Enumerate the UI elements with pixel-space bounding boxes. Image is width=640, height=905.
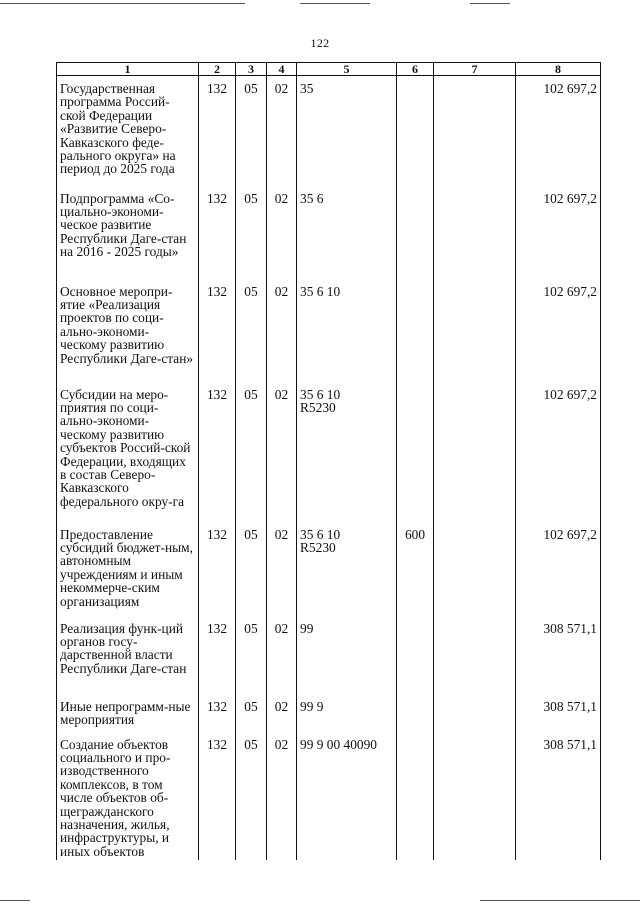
row-code: 35 6 10 <box>300 386 341 402</box>
row-name: Подпрограмма «Со-циально-экономи-ческое развитие Республики Даге-стан на 2016 - 2025 годы» <box>57 186 199 279</box>
scan-mark-bottom-left <box>0 900 30 901</box>
row-col7 <box>434 732 516 861</box>
row-code: 99 9 00 40090 <box>300 736 377 752</box>
row-col7 <box>434 616 516 694</box>
row-col5 <box>297 732 397 861</box>
row-name: Государственная программа Россий-ской Федерации «Развитие Северо-Кавказского феде-рального округа» на период до 2025 года <box>57 76 199 186</box>
row-col3: 05 <box>236 186 267 279</box>
row-name: Создание объектов социального и про-изводственного комплексов, в том числе объектов об-щегражданского назначения, жилья, инфраструктуры, и иных объектов <box>57 732 199 861</box>
row-col5 <box>297 694 397 732</box>
row-col3: 05 <box>236 616 267 694</box>
table-row <box>57 616 601 694</box>
row-name: Основное меропри-ятие «Реализация проектов по соци-ально-экономи-ческому развитию Республики Даге-стан» <box>57 279 199 382</box>
column-header-2: 2 <box>199 63 236 76</box>
row-col4: 02 <box>267 732 297 861</box>
row-col2: 132 <box>199 616 236 694</box>
row-name: Реализация функ-ций органов госу-дарственной власти Республики Даге-стан <box>57 616 199 694</box>
row-col6 <box>397 616 434 694</box>
row-amount: 308 571,1 <box>516 694 601 732</box>
row-col2: 132 <box>199 732 236 861</box>
budget-table <box>56 62 601 860</box>
row-col6 <box>397 186 434 279</box>
row-col5 <box>297 616 397 694</box>
row-col7 <box>434 382 516 522</box>
row-col5 <box>297 522 397 616</box>
table-row <box>57 186 601 279</box>
row-col3: 05 <box>236 522 267 616</box>
row-col4: 02 <box>267 522 297 616</box>
row-col7 <box>434 279 516 382</box>
column-header-3: 3 <box>236 63 267 76</box>
scan-mark-bottom-right <box>480 900 640 901</box>
row-amount: 308 571,1 <box>516 732 601 861</box>
row-col4: 02 <box>267 694 297 732</box>
row-col6 <box>397 694 434 732</box>
row-col3: 05 <box>236 382 267 522</box>
row-code: 35 6 <box>300 190 324 206</box>
row-col6 <box>397 732 434 861</box>
row-col5 <box>297 76 397 186</box>
row-col5 <box>297 186 397 279</box>
row-col6 <box>397 382 434 522</box>
row-amount: 102 697,2 <box>516 279 601 382</box>
row-col2: 132 <box>199 694 236 732</box>
row-amount: 102 697,2 <box>516 186 601 279</box>
row-col3: 05 <box>236 279 267 382</box>
row-col4: 02 <box>267 279 297 382</box>
row-name: Предоставление субсидий бюджет-ным, автономным учреждениям и иным некоммерче-ским организациям <box>57 522 199 616</box>
column-header-7: 7 <box>434 63 516 76</box>
table-row <box>57 694 601 732</box>
row-col4: 02 <box>267 616 297 694</box>
row-col4: 02 <box>267 186 297 279</box>
row-col3: 05 <box>236 732 267 861</box>
row-amount: 308 571,1 <box>516 616 601 694</box>
column-header-4: 4 <box>267 63 297 76</box>
row-amount: 102 697,2 <box>516 522 601 616</box>
table-row <box>57 279 601 382</box>
row-name: Иные непрограмм-ные мероприятия <box>57 694 199 732</box>
table-row <box>57 522 601 616</box>
row-col3: 05 <box>236 76 267 186</box>
column-header-8: 8 <box>516 63 601 76</box>
row-col2: 132 <box>199 522 236 616</box>
row-col7 <box>434 76 516 186</box>
column-header-5: 5 <box>297 63 397 76</box>
row-code-suffix: R5230 <box>300 539 336 555</box>
row-code: 99 9 <box>300 698 324 714</box>
row-col7 <box>434 186 516 279</box>
row-code: 35 6 10 <box>300 283 341 299</box>
table-row <box>57 76 601 186</box>
table-header-row <box>57 63 601 76</box>
row-col2: 132 <box>199 382 236 522</box>
page-number: 122 <box>310 36 330 50</box>
scan-mark-top-left <box>0 3 245 4</box>
row-col4: 02 <box>267 382 297 522</box>
table-row <box>57 382 601 522</box>
row-col2: 132 <box>199 186 236 279</box>
row-col5 <box>297 382 397 522</box>
row-code: 99 <box>300 620 314 636</box>
column-header-1: 1 <box>57 63 199 76</box>
row-col4: 02 <box>267 76 297 186</box>
scan-mark-top-mid <box>300 3 370 4</box>
row-amount: 102 697,2 <box>516 382 601 522</box>
row-code: 35 <box>300 81 314 96</box>
row-col6 <box>397 279 434 382</box>
row-col3: 05 <box>236 694 267 732</box>
scan-mark-top-right <box>470 3 510 4</box>
row-col7 <box>434 522 516 616</box>
row-col5 <box>297 279 397 382</box>
row-amount: 102 697,2 <box>516 76 601 186</box>
column-header-6: 6 <box>397 63 434 76</box>
row-col7 <box>434 694 516 732</box>
row-col6 <box>397 76 434 186</box>
table-row <box>57 732 601 861</box>
row-col6: 600 <box>397 522 434 616</box>
row-col2: 132 <box>199 76 236 186</box>
row-col2: 132 <box>199 279 236 382</box>
row-code: 35 6 10 <box>300 526 341 542</box>
row-code-suffix: R5230 <box>300 399 336 415</box>
row-name: Субсидии на меро-приятия по соци-ально-экономи-ческому развитию субъектов Россий-ской Федерации, входящих в состав Северо-Кавказского федерального окру-га <box>57 382 199 522</box>
